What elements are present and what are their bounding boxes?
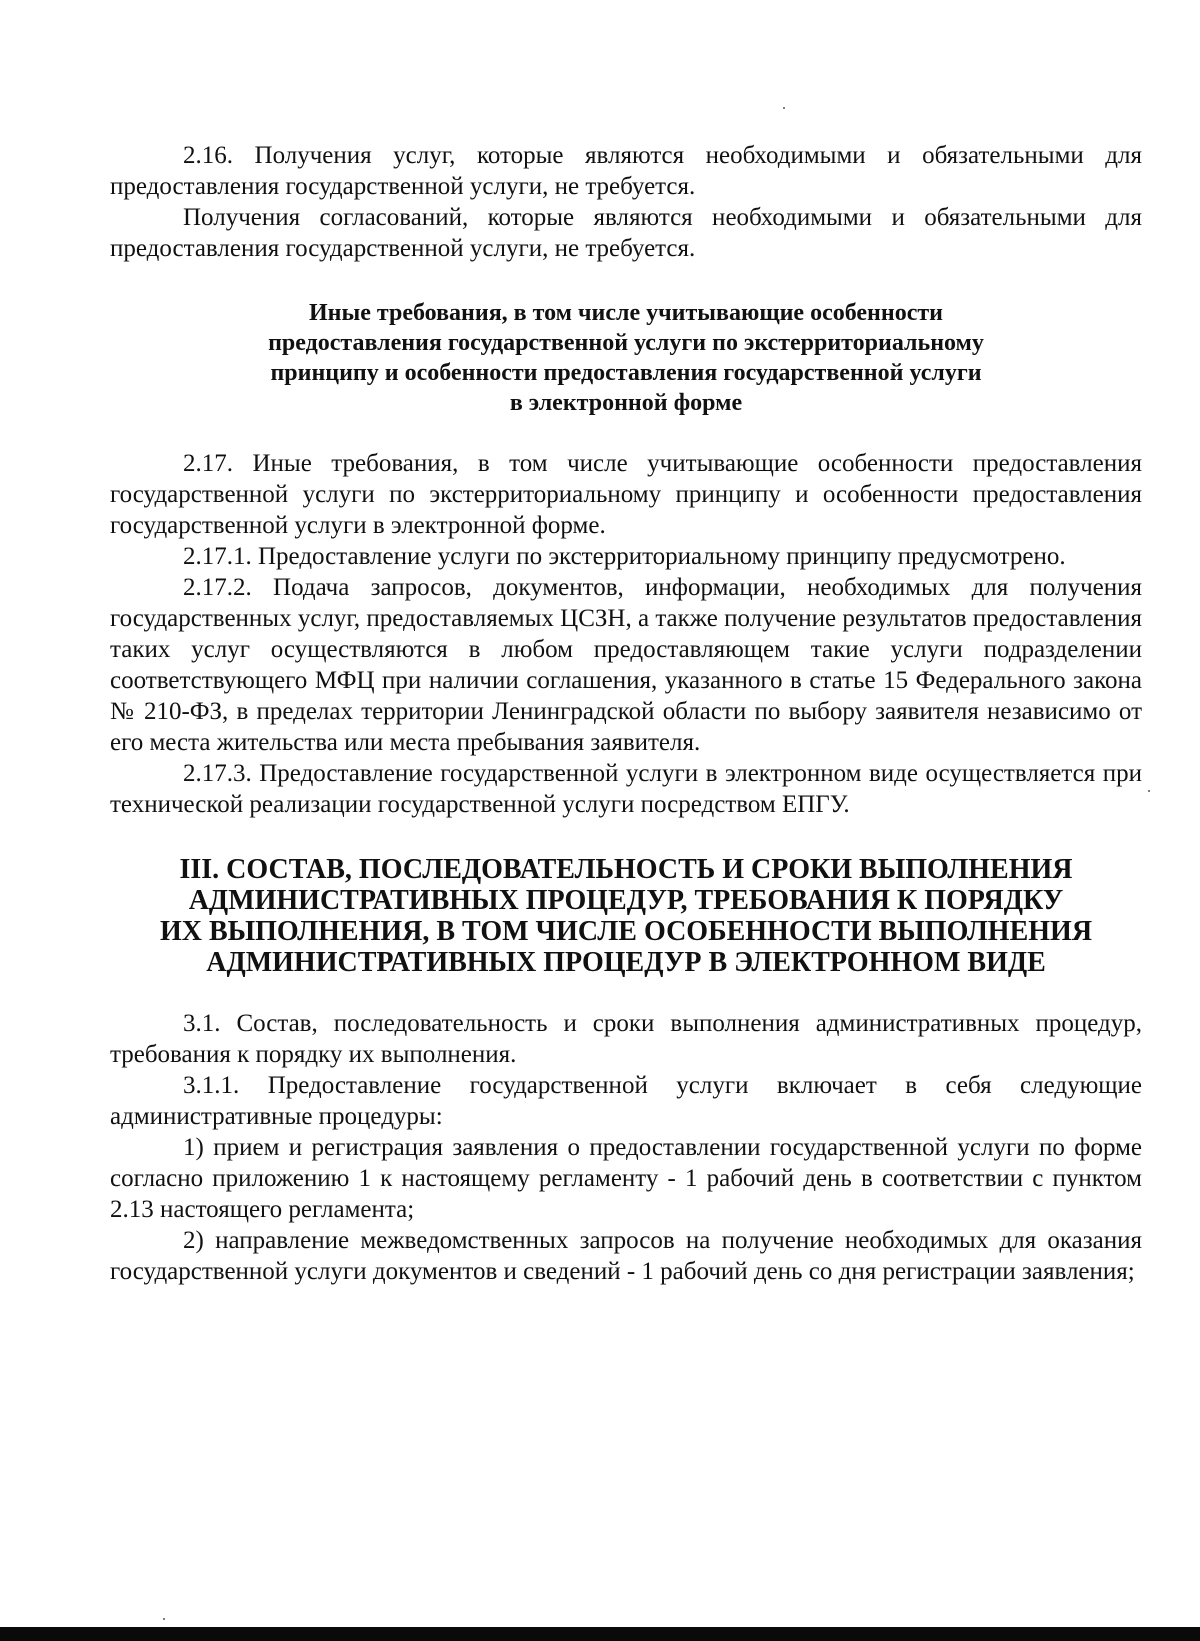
heading-line: в электронной форме [509, 390, 743, 416]
heading-section-3 [110, 854, 1142, 978]
heading-line: предоставления государственной услуги по экстерриториальному [268, 330, 984, 356]
spacer [110, 264, 1142, 298]
list-item-procedure-1: 1) прием и регистрация заявления о предоставлении государственной услуги по форме согласно приложению 1 к настоящему регламенту - 1 рабочий день в соответствии с пунктом 2.13 настоящего регламента; [110, 1134, 1142, 1223]
paragraph-2-16-approvals: Получения согласований, которые являются необходимыми и обязательными для предоставления государственной услуги, не требуется. [110, 204, 1142, 262]
heading-line: принципу и особенности предоставления государственной услуги [270, 360, 982, 386]
heading-line: АДМИНИСТРАТИВНЫХ ПРОЦЕДУР, ТРЕБОВАНИЯ К ПОРЯДКУ [188, 885, 1064, 916]
paragraph-3-1-1: 3.1.1. Предоставление государственной услуги включает в себя следующие административные процедуры: [110, 1072, 1142, 1130]
heading-line: АДМИНИСТРАТИВНЫХ ПРОЦЕДУР В ЭЛЕКТРОННОМ ВИДЕ [206, 947, 1046, 978]
scan-bottom-edge [0, 1627, 1200, 1641]
scan-speck [783, 107, 785, 109]
spacer [110, 820, 1142, 854]
document-body [110, 140, 1142, 1287]
scan-speck [1148, 790, 1150, 792]
scan-speck [163, 1618, 165, 1620]
spacer [110, 978, 1142, 1008]
paragraph-2-17: 2.17. Иные требования, в том числе учитывающие особенности предоставления государственной услуги по экстерриториальному принципу и особенности предоставления государственной услуги в электронной форме. [110, 450, 1142, 539]
spacer [110, 418, 1142, 448]
heading-line: ИХ ВЫПОЛНЕНИЯ, В ТОМ ЧИСЛЕ ОСОБЕННОСТИ ВЫПОЛНЕНИЯ [159, 916, 1093, 947]
heading-line: Иные требования, в том числе учитывающие особенности [309, 300, 943, 326]
paragraph-3-1: 3.1. Состав, последовательность и сроки выполнения административных процедур, требования к порядку их выполнения. [110, 1010, 1142, 1068]
paragraph-2-16: 2.16. Получения услуг, которые являются необходимыми и обязательными для предоставления государственной услуги, не требуется. [110, 142, 1142, 200]
paragraph-2-17-2: 2.17.2. Подача запросов, документов, информации, необходимых для получения государственных услуг, предоставляемых ЦСЗН, а также получение результатов предоставления таких услуг осуществляются в любом предоставляющем такие услуги подразделении соответствующего МФЦ при наличии соглашения, указанного в статье 15 Федерального закона № 210-ФЗ, в пределах территории Ленинградской области по выбору заявителя независимо от его места жительства или места пребывания заявителя. [110, 574, 1143, 756]
list-item-procedure-2: 2) направление межведомственных запросов на получение необходимых для оказания государственной услуги документов и сведений - 1 рабочий день со дня регистрации заявления; [110, 1227, 1142, 1285]
paragraph-2-17-1: 2.17.1. Предоставление услуги по экстерриториальному принципу предусмотрено. [183, 543, 1066, 570]
heading-other-requirements [110, 298, 1142, 418]
heading-line: III. СОСТАВ, ПОСЛЕДОВАТЕЛЬНОСТЬ И СРОКИ ВЫПОЛНЕНИЯ [179, 854, 1073, 885]
paragraph-2-17-3: 2.17.3. Предоставление государственной услуги в электронном виде осуществляется при технической реализации государственной услуги посредством ЕПГУ. [110, 760, 1142, 818]
